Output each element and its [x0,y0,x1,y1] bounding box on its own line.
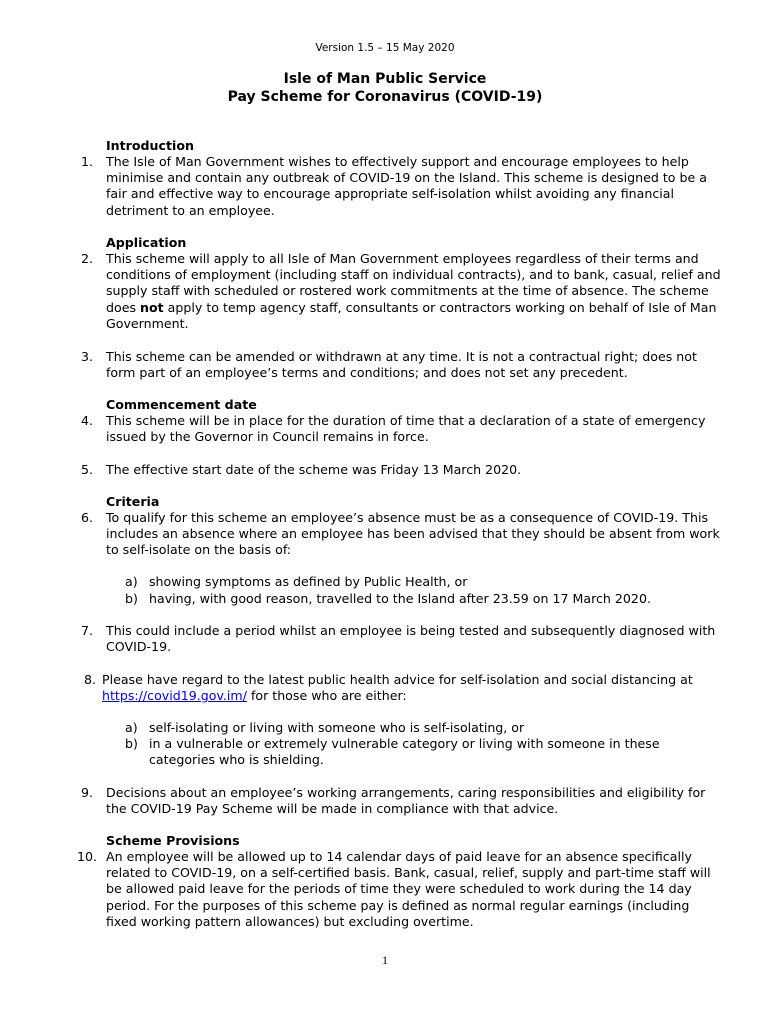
paragraph-text: This scheme will be in place for the duration of time that a declaration of a state of emergency issued by the Governor in Council remains in force. [106,413,706,445]
paragraph-text: To qualify for this scheme an employee’s absence must be as a consequence of COVID-19. This includes an absence where an employee has been advised that they should be absent from work to self-isolate on the basis of: [106,510,720,558]
paragraph-3 [81,349,721,381]
list-item-6a [125,574,685,590]
paragraph-number: 7. [81,623,94,638]
paragraph-text: An employee will be allowed up to 14 calendar days of paid leave for an absence specifically related to COVID-19, on a self-certified basis. Bank, casual, relief, supply and part-time staff will be allowed paid leave for the periods of time they were scheduled to work during the 14 day period. For the purposes of this scheme pay is defined as normal regular earnings (including fixed working pattern allowances) but excluding overtime. [106,849,711,929]
list-item-text: showing symptoms as defined by Public Health, or [149,574,468,589]
paragraph-10 [77,849,717,930]
paragraph-number: 10. [77,849,98,864]
list-item-6b [125,591,685,607]
paragraph-7 [81,623,721,655]
text-segment: This scheme will apply to all Isle of Man Government employees regardless of their terms and conditions of employment (including staff on individual contracts), and to bank, casual, relief and supply staff with scheduled or rostered work commitments at the time of absence. The scheme does [106,251,721,315]
list-item-8a [125,720,685,736]
title-line-2: Pay Scheme for Coronavirus (COVID-19) [227,89,543,105]
paragraph-text: Decisions about an employee’s working arrangements, caring responsibilities and eligibility for the COVID-19 Pay Scheme will be made in compliance with that advice. [106,785,706,817]
heading-scheme-provisions: Scheme Provisions [106,833,240,848]
paragraph-number: 8. [84,672,97,687]
list-item-text: in a vulnerable or extremely vulnerable category or living with someone in these categories who is shielding. [149,736,660,768]
document-title [0,70,770,106]
paragraph-9 [81,785,721,817]
list-item-text: having, with good reason, travelled to the Island after 23.59 on 17 March 2020. [149,591,651,606]
paragraph-4 [81,413,721,445]
paragraph-number: 1. [81,154,94,169]
heading-introduction: Introduction [106,138,194,153]
heading-criteria: Criteria [106,494,160,509]
paragraph-text: This could include a period whilst an employee is being tested and subsequently diagnosed with COVID-19. [106,623,716,655]
paragraph-8 [84,672,714,704]
text-segment: apply to temp agency staff, consultants or contractors working on behalf of Isle of Man Government. [106,299,717,331]
text-segment: for those who are either: [246,688,407,704]
heading-commencement-date: Commencement date [106,397,257,412]
covid19-website-link[interactable]: https://covid19.gov.im/ [102,688,247,704]
paragraph-2 [81,251,721,332]
paragraph-number: 5. [81,462,94,477]
list-item-text: self-isolating or living with someone who is self-isolating, or [149,720,525,735]
paragraph-number: 3. [81,349,94,364]
paragraph-number: 6. [81,510,94,525]
paragraph-text: This scheme can be amended or withdrawn at any time. It is not a contractual right; does not form part of an employee’s terms and conditions; and does not set any precedent. [106,349,697,381]
version-line: Version 1.5 – 15 May 2020 [315,42,455,54]
paragraph-text [102,672,714,704]
text-segment: Please have regard to the latest public health advice for self-isolation and social distancing at [102,672,693,687]
list-marker: b) [125,736,138,751]
page-number: 1 [382,953,388,967]
paragraph-number: 9. [81,785,94,800]
heading-application: Application [106,235,187,250]
paragraph-number: 4. [81,413,94,428]
paragraph-6 [81,510,721,559]
paragraph-text: The Isle of Man Government wishes to effectively support and encourage employees to help minimise and contain any outbreak of COVID-19 on the Island. This scheme is designed to be a fair and effective way to encourage appropriate self-isolation whilst avoiding any financial detriment to an employee. [106,154,707,218]
title-line-1: Isle of Man Public Service [283,71,487,87]
list-item-8b [125,736,665,768]
list-marker: a) [125,574,138,589]
list-marker: b) [125,591,138,606]
bold-text: not [140,299,164,315]
paragraph-number: 2. [81,251,94,266]
paragraph-5 [81,462,721,478]
paragraph-text [106,251,721,332]
paragraph-text: The effective start date of the scheme was Friday 13 March 2020. [106,462,522,477]
paragraph-1 [81,154,721,219]
list-marker: a) [125,720,138,735]
